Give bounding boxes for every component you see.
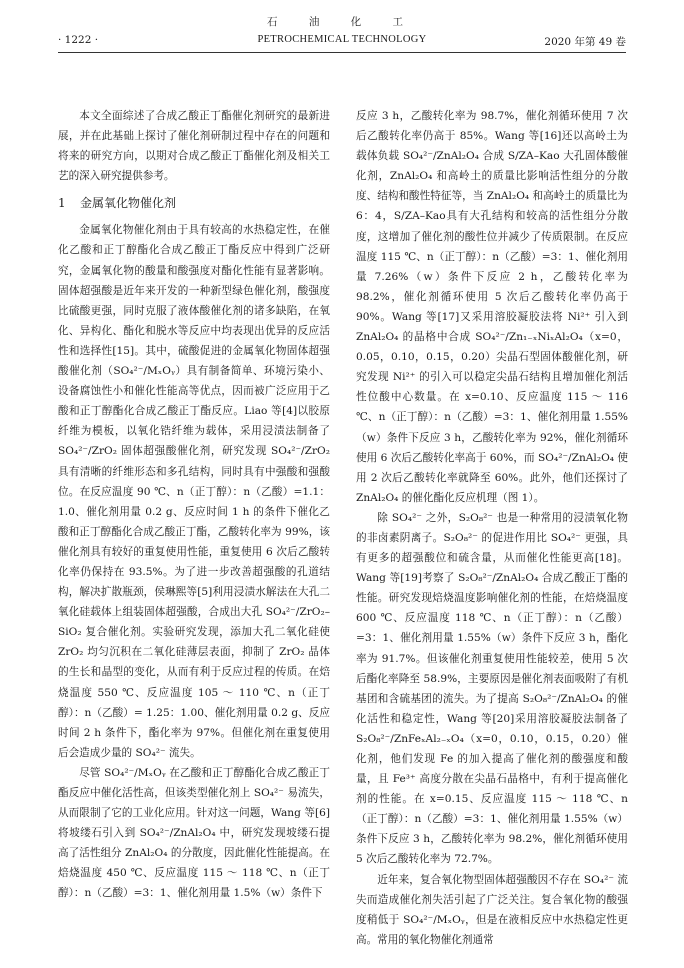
year-volume: 2020 年第 49 卷 bbox=[544, 36, 626, 48]
running-header bbox=[58, 34, 626, 50]
intro-paragraph: 本文全面综述了合成乙酸正丁酯催化剂研究的最新进展，并在此基础上探讨了催化剂研制过程中存在的问题和将来的研究方向，以期对合成乙酸正丁酯催化剂及相关工艺的深入研究提供参考。 bbox=[58, 110, 330, 183]
body-paragraph: 近年来，复合氧化物型固体超强酸因不存在 SO₄²⁻ 流失而造成催化剂失活引起了广泛关注。复合氧化物的酸强度稍低于 SO₄²⁻/MₓOᵧ，但是在液相反应中水热稳定性更高。常用的氧化物催化剂通常 bbox=[356, 873, 628, 946]
section-title: 金属氧化物催化剂 bbox=[80, 196, 177, 211]
right-column bbox=[356, 106, 628, 950]
journal-header-cn: 石 油 化 工 bbox=[266, 16, 417, 28]
body-paragraph: 除 SO₄²⁻ 之外，S₂O₈²⁻ 也是一种常用的浸渍氧化物的非卤素阴离子。S₂O₈²⁻ 的促进作用比 SO₄²⁻ 更强，具有更多的超强酸位和硫含量，从而催化性能更高[18]。Wang 等[19]考察了 S₂O₈²⁻/ZnAl₂O₄ 合成乙酸正丁酯的性能。研究发现焙烧温度影响催化剂的性能，在焙烧温度 600 ℃、反应温度 118 ℃、n（正丁醇）：n（乙酸）=3：1、催化剂用量 1.55%（w）条件下反应 3 h，酯化率为 91.7%。但该催化剂重复使用性能较差，使用 5 次后酯化率降至 58.9%，主要原因是催化剂表面吸附了有机基团和含硫基团的流失。为了提高 S₂O₈²⁻/ZnAl₂O₄ 的催化活性和稳定性，Wang 等[20]采用溶胶凝胶法制备了 S₂O₈²⁻/ZnFeₓAl₂₋ₓO₄（x=0，0.10，0.15，0.20）催化剂，他们发现 Fe 的加入提高了催化剂的酸强度和酸量，且 Fe³⁺ 高度分散在尖晶石晶格中，有利于提高催化剂的性能。在 x=0.15、反应温度 115 ～ 118 ℃、n（正丁醇）：n（乙酸）=3：1、催化剂用量 1.55%（w）条件下反应 3 h，乙酸转化率为 98.2%，催化剂循环使用 5 次后乙酸转化率为 72.7%。 bbox=[356, 511, 628, 866]
left-column bbox=[58, 106, 330, 904]
body-paragraph-continued: 反应 3 h，乙酸转化率为 98.7%，催化剂循环使用 7 次后乙酸转化率仍高于 85%。Wang 等[16]还以高岭土为载体负载 SO₄²⁻/ZnAl₂O₄ 合成 S/ZA–Kao 大孔固体酸催化剂，ZnAl₂O₄ 和高岭土的质量比影响活性组分的分散度、结构和酸性特征等，当 ZnAl₂O₄ 和高岭土的质量比为 6：4，S/ZA–Kao具有大孔结构和较高的活性组分分散度，这增加了催化剂的酸性位并减少了传质限制。在反应温度 115 ℃、n（正丁醇）：n（乙酸）=3：1、催化剂用量 7.26%（w）条件下反应 2 h，乙酸转化率为 98.2%，催化剂循环使用 5 次后乙酸转化率仍高于 90%。Wang 等[17]又采用溶胶凝胶法将 Ni²⁺ 引入到 ZnAl₂O₄ 的晶格中合成 SO₄²⁻/Zn₁₋ₓNiₓAl₂O₄（x=0，0.05，0.10，0.15，0.20）尖晶石型固体酸催化剂，研究发现 Ni²⁺ 的引入可以稳定尖晶石结构且增加催化剂活性位酸中心数量。在 x=0.10、反应温度 115 ～ 116 ℃、n（正丁醇）：n（乙酸）=3：1、催化剂用量 1.55%（w）条件下反应 3 h，乙酸转化率为 92%，催化剂循环使用 6 次后乙酸转化率高于 60%，而 SO₄²⁻/ZnAl₂O₄ 使用 2 次后乙酸转化率就降至 60%。此外，他们还探讨了 ZnAl₂O₄ 的催化酯化反应机理（图 1）。 bbox=[356, 110, 628, 504]
journal-title-en: PETROCHEMICAL TECHNOLOGY bbox=[257, 34, 427, 45]
page-number: · 1222 · bbox=[58, 34, 99, 46]
section-heading bbox=[58, 193, 330, 213]
section-number: 1 bbox=[58, 196, 66, 211]
body-paragraph: 尽管 SO₄²⁻/MₓOᵧ 在乙酸和正丁醇酯化合成乙酸正丁酯反应中催化活性高，但该类型催化剂上 SO₄²⁻ 易流失，从而限制了它的工业化应用。针对这一问题，Wang 等[6]将坡缕石引入到 SO₄²⁻/ZnAl₂O₄ 中，研究发现坡缕石提高了活性组分 ZnAl₂O₄ 的分散度，因此催化性能提高。在焙烧温度 450 ℃、反应温度 115 ～ 118 ℃、n（正丁醇）：n（乙酸）=3：1、催化剂用量 1.5%（w）条件下 bbox=[58, 766, 330, 900]
header-rule bbox=[58, 52, 626, 53]
body-paragraph: 金属氧化物催化剂由于具有较高的水热稳定性，在催化乙酸和正丁醇酯化合成乙酸正丁酯反应中得到广泛研究，金属氧化物的酸量和酸强度对酯化性能有显著影响。固体超强酸是近年来开发的一种新型绿色催化剂，酸强度比硫酸更强，同时克服了液体酸催化剂的诸多缺陷，在氧化、异构化、酯化和脱水等反应中均表现出优异的反应活性和选择性[15]。其中，硫酸促进的金属氧化物固体超强酸催化剂（SO₄²⁻/MₓOᵧ）具有制备简单、环境污染小、设备腐蚀性小和催化性能高等优点，因而被广泛应用于乙酸和正丁醇酯化合成乙酸正丁酯反应。Liao 等[4]以胶原纤维为模板，以氧化锆纤维为载体，采用浸渍法制备了 SO₄²⁻/ZrO₂ 固体超强酸催化剂，研究发现 SO₄²⁻/ZrO₂ 具有清晰的纤维形态和多孔结构，同时具有中强酸和强酸位。在反应温度 90 ℃、n（正丁醇）：n（乙酸）=1.1：1.0、催化剂用量 0.2 g、反应时间 1 h 的条件下催化乙酸和正丁醇酯化合成乙酸正丁酯，乙酸转化率为 99%，该催化剂具有较好的重复使用性能，重复使用 6 次后乙酸转化率仍保持在 93.5%。为了进一步改善超强酸的孔道结构，解决扩散瓶颈，侯琳熙等[5]利用浸渍水解法在大孔二氧化硅载体上组装固体超强酸，合成出大孔 SO₄²⁻/ZrO₂–SiO₂ 复合催化剂。实验研究发现，添加大孔二氧化硅使 ZrO₂ 均匀沉积在二氧化硅薄层表面，抑制了 ZrO₂ 晶体的生长和晶型的变化，从而有利于反应过程的传质。在焙烧温度 550 ℃、反应温度 105 ～ 110 ℃、n（正丁醇）：n（乙酸）= 1.25：1.00、催化剂用量 0.2 g、反应时间 2 h 条件下，酯化率为 97%。但催化剂在重复使用后会造成少量的 SO₄²⁻ 流失。 bbox=[58, 224, 330, 759]
